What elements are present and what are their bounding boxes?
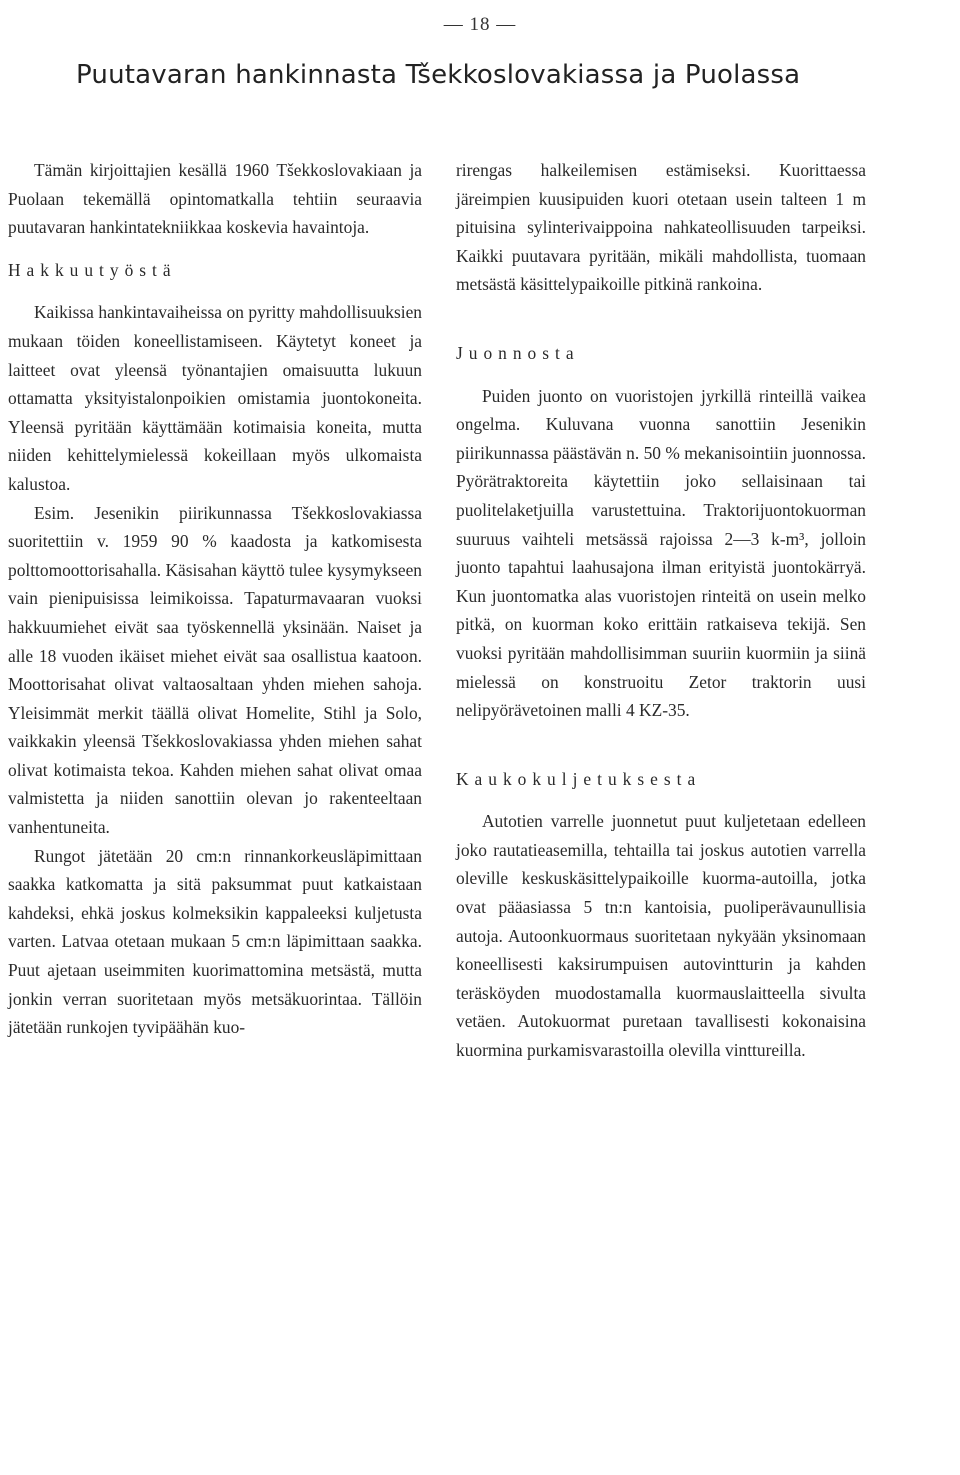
page-number: — 18 —	[443, 14, 517, 35]
left-column	[8, 156, 422, 1042]
paragraph-mechanization: Kaikissa hankintavaiheissa on pyritty mahdollisuuksien mukaan töiden koneellistamiseen. Käytetyt koneet ja laitteet ovat yleensä työnantajien omaisuutta lukuun ottamatta yksityistalonpoikien omistamia juontokoneita. Yleensä pyritään käyttämään kotimaisia koneita, mutta niiden kehittelymielessä kokeillaan myös ulkomaista kalustoa.	[8, 302, 422, 494]
intro-paragraph: Tämän kirjoittajien kesällä 1960 Tšekkoslovakiaan ja Puolaan tekemällä opintomatkalla tehtiin seuraavia puutavaran hankintatekniikkaa koskevia havaintoja.	[8, 160, 422, 238]
paragraph-logs: Rungot jätetään 20 cm:n rinnankorkeusläpimittaan saakka katkomatta ja sitä paksummat puut katkaistaan kahdeksi, ehkä joskus kolmeksikin kappaleeksi kuljetusta varten. Latvaa otetaan mukaan 5 cm:n läpimittaan saakka. Puut ajetaan useimmiten kuorimattomina metsästä, mutta jonkin verran suoritetaan myös metsäkuorintaa. Tällöin jätetään runkojen tyvipäähän kuo-	[8, 845, 422, 1038]
section-heading-hakkuutyosta: Hakkuutyöstä	[8, 259, 177, 280]
paragraph-long-distance-transport: Autotien varrelle juonnetut puut kuljetetaan edelleen joko rautatieasemilla, tehtailla tai joskus autotien varrella oleville keskuskäsittelypaikoille kuorma-autoilla, jotka ovat pääasiassa 5 tn:n kantoisia, puoliperävaunullisia autoja. Autoonkuormaus suoritetaan nykyään yksinomaan koneellisesti kaksirumpuisen autovintturin ja kahden teräsköyden muodostamalla kuormauslaitteella sivulta vetäen. Autokuormat puretaan tavallisesti kokonaisina kuormina purkamisvarastoilla olevilla vinttureilla.	[456, 811, 866, 1061]
right-column	[456, 156, 866, 1065]
paragraph-skidding: Puiden juonto on vuoristojen jyrkillä rinteillä vaikea ongelma. Kuluvana vuonna sanottiin Jesenikin piirikunnassa päästävän n. 50 % mekanisointiin juonnossa. Pyörätraktoreita käytettiin joko sellaisinaan tai puolitelaketjuilla varustettuina. Traktorijuontokuorman suuruus vaihteli metsässä rajoissa 2—3 k-m³, jolloin juonto tapahtui laahusajona ilman erityistä juontokärryä. Kun juontomatka alas vuoristojen rinteitä on usein melko pitkä, on kuorman koko erittäin ratkaiseva tekijä. Sen vuoksi pyritään mahdollisimman suuriin kuormiin ja siinä mielessä on konstruoitu Zetor traktorin uusi nelipyörävetoinen malli 4 KZ-35.	[456, 385, 866, 721]
article-title: Puutavaran hankinnasta Tšekkoslovakiassa ja Puolassa	[76, 60, 801, 90]
paragraph-chainsaws: Esim. Jesenikin piirikunnassa Tšekkoslovakiassa suoritettiin v. 1959 90 % kaadosta ja katkomisesta polttomoottorisahalla. Käsisahan käyttö tulee kysymykseen vain pienipuisissa leimikoissa. Tapaturmavaaran vuoksi hakkuumiehet eivät saa työskennellä yksinään. Naiset ja alle 18 vuoden ikäiset miehet eivät saa osallistua kaatoon. Moottorisahat olivat valtaosaltaan yhden miehen sahoja. Yleisimmät merkit täällä olivat Homelite, Stihl ja Solo, vaikkakin yleensä Tšekkoslovakiassa yhden miehen sahat olivat kotimaista tekoa. Kahden miehen sahat olivat omaa valmistetta ja niiden sanottiin olevan jo rakenteeltaan vanhentuneita.	[8, 502, 422, 838]
paragraph-bark-continuation: rirengas halkeilemisen estämiseksi. Kuorittaessa järeimpien kuusipuiden kuori otetaan usein talteen 1 m pituisina sylinterivaippoina nahkateollisuuden tarpeiksi. Kaikki puutavara pyritään, mikäli mahdollista, tuomaan metsästä käsittelypaikoille pitkinä rankoina.	[456, 160, 866, 295]
section-heading-kaukokuljetuksesta: Kaukokuljetuksesta	[456, 768, 702, 789]
section-heading-juonnosta: Juonnosta	[456, 342, 580, 363]
